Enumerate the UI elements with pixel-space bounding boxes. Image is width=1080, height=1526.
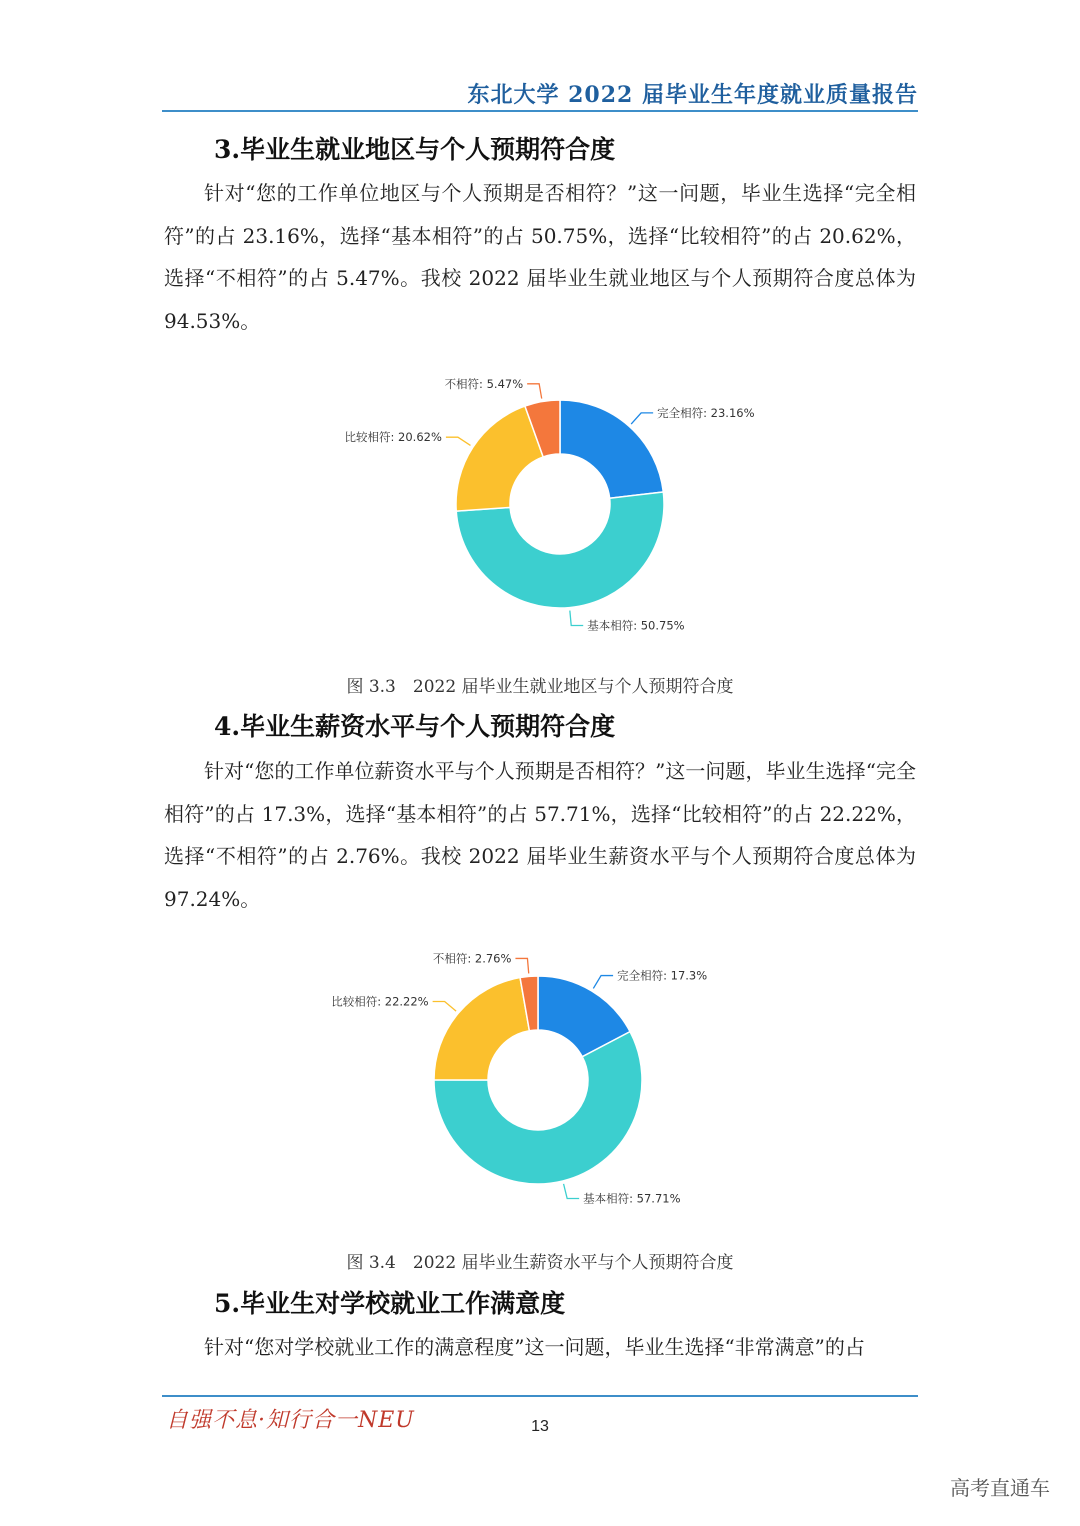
slice-leader-line-0 xyxy=(631,413,653,424)
slice-label-0: 完全相符: 23.16% xyxy=(657,405,755,420)
footer-motto-logo: 自强不息·知行合一NEU xyxy=(166,1408,415,1433)
section-4-paragraph: 针对“您的工作单位薪资水平与个人预期是否相符？”这一问题，毕业生选择“完全相符”的占 17.3%，选择“基本相符”的占 57.71%，选择“比较相符”的占 22.22%，选择“不相符”的占 2.76%。我校 2022 届毕业生薪资水平与个人预期符合度总体为 97.24%。 xyxy=(164,759,916,911)
footer-divider xyxy=(162,1395,918,1397)
slice-leader-line-1 xyxy=(570,611,583,626)
slice-leader-line-2 xyxy=(446,437,471,445)
watermark-text: 高考直通车 xyxy=(950,1476,1050,1500)
donut-slice-2 xyxy=(434,978,529,1080)
section-3-heading: 3.毕业生就业地区与个人预期符合度 xyxy=(214,135,616,164)
section-5-paragraph: 针对“您对学校就业工作的满意程度”这一问题，毕业生选择“非常满意”的占 xyxy=(204,1335,865,1359)
slice-leader-line-3 xyxy=(527,384,542,399)
slice-leader-line-1 xyxy=(564,1184,580,1199)
figure-3-3-caption: 图 3.3 2022 届毕业生就业地区与个人预期符合度 xyxy=(346,677,734,697)
slice-leader-line-0 xyxy=(593,976,613,989)
page-number: 13 xyxy=(531,1418,549,1435)
chart-region-fit-donut xyxy=(290,356,790,656)
report-header-title: 东北大学 2022 届毕业生年度就业质量报告 xyxy=(467,82,918,108)
slice-label-1: 基本相符: 50.75% xyxy=(587,618,685,633)
donut-slice-0 xyxy=(560,400,663,498)
slice-label-3: 不相符: 5.47% xyxy=(444,376,524,391)
chart-salary-fit-donut xyxy=(290,930,790,1230)
section-3-paragraph: 针对“您的工作单位地区与个人预期是否相符？”这一问题，毕业生选择“完全相符”的占 23.16%，选择“基本相符”的占 50.75%，选择“比较相符”的占 20.62%，选择“不相符”的占 5.47%。我校 2022 届毕业生就业地区与个人预期符合度总体为 94.53%。 xyxy=(164,181,916,333)
section-5-heading: 5.毕业生对学校就业工作满意度 xyxy=(214,1289,566,1318)
header-divider xyxy=(162,110,918,112)
slice-label-2: 比较相符: 22.22% xyxy=(331,994,429,1009)
slice-leader-line-2 xyxy=(433,1001,456,1011)
slice-label-3: 不相符: 2.76% xyxy=(432,951,512,966)
slice-label-2: 比较相符: 20.62% xyxy=(344,430,442,445)
slice-label-1: 基本相符: 57.71% xyxy=(583,1191,681,1206)
section-4-heading: 4.毕业生薪资水平与个人预期符合度 xyxy=(214,712,616,741)
slice-label-0: 完全相符: 17.3% xyxy=(617,968,708,983)
slice-leader-line-3 xyxy=(515,958,528,973)
figure-3-4-caption: 图 3.4 2022 届毕业生薪资水平与个人预期符合度 xyxy=(346,1253,734,1273)
